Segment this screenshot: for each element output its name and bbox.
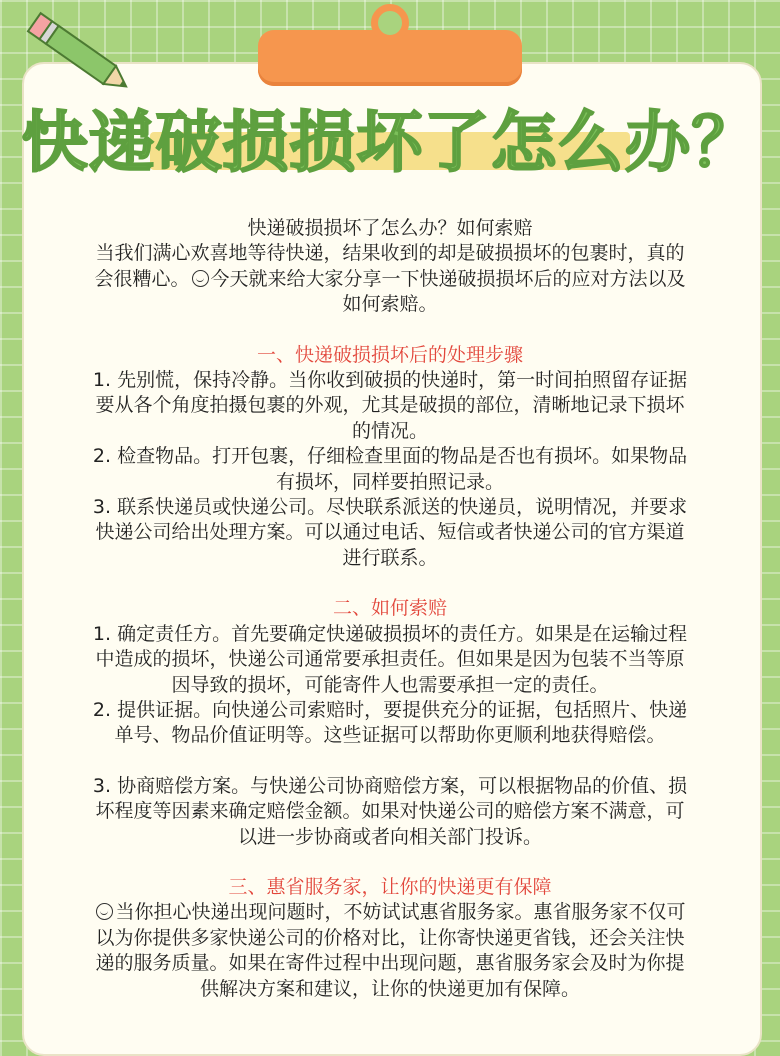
section3-line: 供解决方案和建议，让你的快递更加有保障。 [199,977,580,1000]
section1-line: 要从各个角度拍摄包裹的外观，尤其是破损的部位，清晰地记录下损坏 [95,394,685,417]
smile-emoji-icon [96,903,113,920]
section2-line: 2. 提供证据。向快递公司索赔时，要提供充分的证据，包括照片、快递 [92,698,688,721]
section2-line: 以进一步协商或者向相关部门投诉。 [237,825,542,848]
section2-line: 单号、物品价值证明等。这些证据可以帮助你更顺利地获得赔偿。 [114,724,666,747]
pencil-icon [18,4,138,104]
section1-line: 进行联系。 [342,546,438,569]
section3-line: 以为你提供多家快递公司的价格对比，让你寄快递更省钱，还会关注快 [95,926,685,949]
section3-title: 三、惠省服务家，让你的快递更有保障 [228,875,552,898]
section1-line: 3. 联系快递员或快递公司。尽快联系派送的快递员，说明情况，并要求 [92,496,688,519]
section3-line [56,900,724,925]
section2-line: 坏程度等因素来确定赔偿金额。如果对快递公司的赔偿方案不满意，可 [95,800,685,823]
section2-line: 1. 确定责任方。首先要确定快递破损损坏的责任方。如果是在运输过程 [92,622,688,645]
section3-text: 当你担心快递出现问题时，不妨试试惠省服务家。惠省服务家不仅可 [115,901,686,924]
section1-line: 的情况。 [351,419,428,442]
section2-line: 中造成的损坏，快递公司通常要承担责任。但如果是因为包装不当等原 [95,648,685,671]
intro-line: 当我们满心欢喜地等待快递，结果收到的却是破损损坏的包裹时，真的 [95,242,685,265]
section1-line: 快递公司给出处理方案。可以通过电话、短信或者快递公司的官方渠道 [95,521,685,544]
page-title: 快递破损损坏了怎么办？ [21,104,759,181]
smile-emoji-icon [192,270,209,287]
section1-line: 有损坏，同样要拍照记录。 [275,470,504,493]
intro-text: 会很糟心。 [94,267,190,290]
article-body [56,216,724,1002]
intro-heading: 快递破损损坏了怎么办？如何索赔 [247,217,533,239]
section1-line: 1. 先别慌，保持冷静。当你收到破损的快递时，第一时间拍照留存证据 [92,369,688,392]
section3-line: 递的服务质量。如果在寄件过程中出现问题，惠省服务家会及时为你提 [95,952,685,975]
section1-line: 2. 检查物品。打开包裹，仔细检查里面的物品是否也有损坏。如果物品 [92,445,688,468]
section2-line: 3. 协商赔偿方案。与快递公司协商赔偿方案，可以根据物品的价值、损 [92,774,688,797]
intro-line [56,267,724,292]
intro-text: 今天就来给大家分享一下快递破损损坏后的应对方法以及 [210,267,686,290]
intro-line: 如何索赔。 [342,293,438,316]
clipboard-ring [371,4,409,42]
section2-line: 因导致的损坏，可能寄件人也需要承担一定的责任。 [171,673,609,696]
section2-title: 二、如何索赔 [332,597,447,620]
section1-title: 一、快递破损损坏后的处理步骤 [256,343,523,366]
